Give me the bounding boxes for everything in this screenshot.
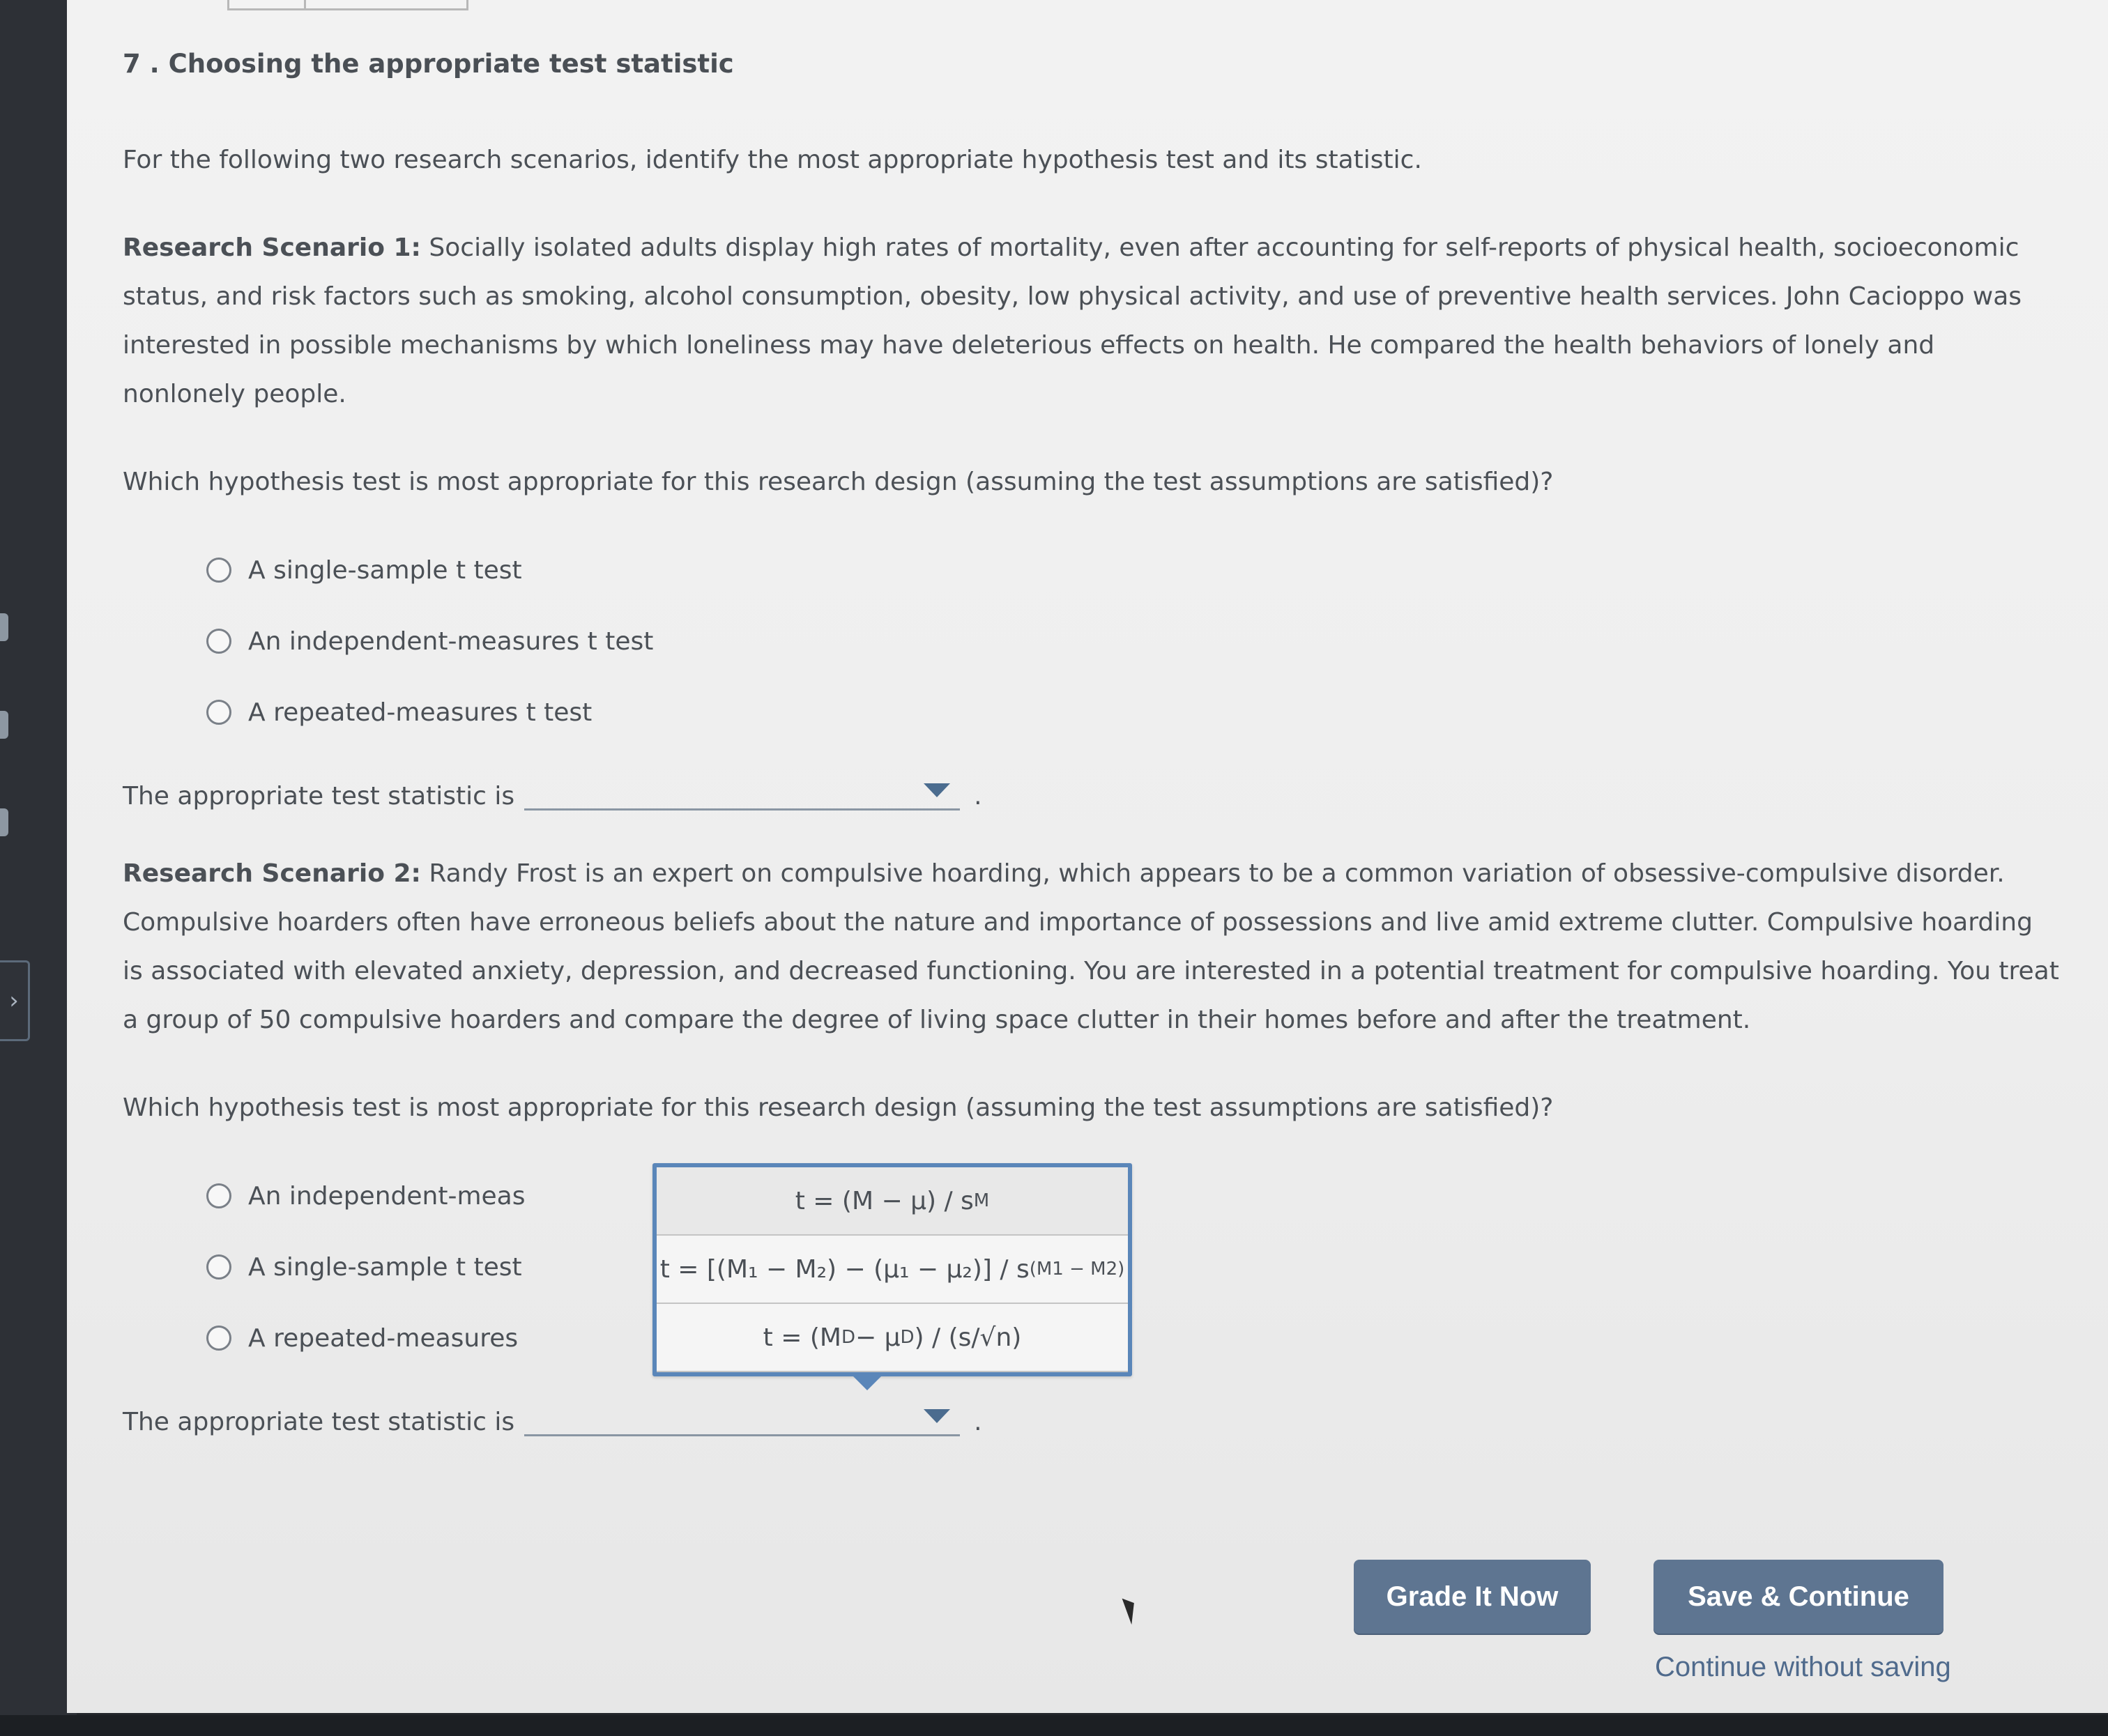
continue-without-saving-link[interactable]: Continue without saving <box>1655 1652 1951 1682</box>
save-continue-button[interactable]: Save & Continue <box>1653 1560 1943 1634</box>
radio-option[interactable] <box>206 677 2061 748</box>
sidebar-marker <box>0 711 8 739</box>
dropdown-arrow-icon[interactable] <box>924 783 950 797</box>
radio-option-label: An independent-measures t test <box>248 627 654 656</box>
scenario-2-question: Which hypothesis test is most appropriate for this research design (assuming the test assumptions are satisfied)? <box>123 1093 1554 1122</box>
radio-option[interactable] <box>206 535 2061 606</box>
radio-button[interactable] <box>206 629 231 654</box>
dropdown-option-single-sample[interactable]: t = (M − μ) / s M <box>657 1167 1128 1236</box>
top-tab[interactable] <box>227 0 468 10</box>
statistic-label: The appropriate test statistic is <box>123 782 515 811</box>
left-sidebar <box>0 0 77 1736</box>
radio-option-label: A repeated-measures t test <box>248 698 593 727</box>
dropdown-option-independent[interactable]: t = [(M₁ − M₂) − (μ₁ − μ₂)] / s (M1 − M2) <box>657 1236 1128 1304</box>
sentence-period: . <box>974 782 982 811</box>
top-tab-divider <box>304 0 306 8</box>
question-page <box>67 0 2108 1713</box>
scenario-2-body: Randy Frost is an expert on compulsive hoarding, which appears to be a common variation of obsessive-compulsive disorder. Compulsive hoarders often have erroneous beliefs about the nature and importance of possessions and live amid extreme clutter. Compulsive hoarding is associated with elevated anxiety, depression, and decreased functioning. You are interested in a potential treatment for compulsive hoarding. You treat a group of 50 compulsive hoarders and compare the degree of living space clutter in their homes before and after the treatment. <box>123 859 2059 1034</box>
sidebar-expand-tab[interactable] <box>0 960 30 1041</box>
scenario-1-options <box>206 535 2061 748</box>
radio-option[interactable] <box>206 1160 2061 1231</box>
dropdown-pointer <box>852 1375 883 1390</box>
radio-button[interactable] <box>206 1254 231 1280</box>
statistic-dropdown[interactable] <box>524 1397 960 1436</box>
question-title-text: Choosing the appropriate test statistic <box>168 49 734 79</box>
radio-button[interactable] <box>206 1326 231 1351</box>
radio-option-label: An independent-meas <box>248 1181 526 1211</box>
radio-option-label: A single-sample t test <box>248 1252 522 1282</box>
radio-option-label: A repeated-measures <box>248 1323 519 1353</box>
sidebar-marker <box>0 808 8 836</box>
statistic-label: The appropriate test statistic is <box>123 1408 515 1436</box>
radio-button[interactable] <box>206 558 231 583</box>
radio-option[interactable] <box>206 1303 2061 1374</box>
radio-button[interactable] <box>206 700 231 725</box>
scenario-2-text <box>123 850 2061 1045</box>
scenario-1-label: Research Scenario 1: <box>123 233 421 262</box>
mouse-cursor-icon <box>1122 1595 1141 1624</box>
scenario-2-statistic-row <box>123 1388 2061 1436</box>
radio-option-label: A single-sample t test <box>248 555 522 585</box>
statistic-dropdown[interactable] <box>524 771 960 811</box>
question-number: 7 <box>123 49 141 79</box>
radio-button[interactable] <box>206 1183 231 1208</box>
sentence-period: . <box>974 1408 982 1436</box>
dropdown-arrow-icon[interactable] <box>924 1409 950 1423</box>
radio-option[interactable] <box>206 606 2061 677</box>
chevron-right-icon: › <box>9 987 19 1015</box>
sidebar-marker <box>0 613 8 641</box>
question-intro: For the following two research scenarios, identify the most appropriate hypothesis test and its statistic. <box>123 146 1422 174</box>
bottom-bar <box>0 1715 2108 1736</box>
statistic-dropdown-menu <box>652 1163 1132 1376</box>
dropdown-option-repeated[interactable]: t = (M D − μ D ) / (s/√n) <box>657 1304 1128 1372</box>
scenario-1-question: Which hypothesis test is most appropriate for this research design (assuming the test assumptions are satisfied)? <box>123 468 1554 496</box>
scenario-1-body: Socially isolated adults display high rates of mortality, even after accounting for self-reports of physical health, socioeconomic status, and risk factors such as smoking, alcohol consumption, obesity, low physical activity, and use of preventive health services. John Cacioppo was interested in possible mechanisms by which loneliness may have deleterious effects on health. He compared the health behaviors of lonely and nonlonely people. <box>123 233 2022 408</box>
scenario-1-statistic-row <box>123 762 2061 811</box>
question-title: 7 . Choosing the appropriate test statistic <box>123 49 734 79</box>
scenario-2-label: Research Scenario 2: <box>123 859 421 888</box>
question-content <box>123 49 2061 1436</box>
scenario-2-options <box>206 1160 2061 1374</box>
grade-it-now-button[interactable]: Grade It Now <box>1354 1560 1591 1634</box>
radio-option[interactable] <box>206 1231 2061 1303</box>
scenario-1-text <box>123 224 2061 419</box>
